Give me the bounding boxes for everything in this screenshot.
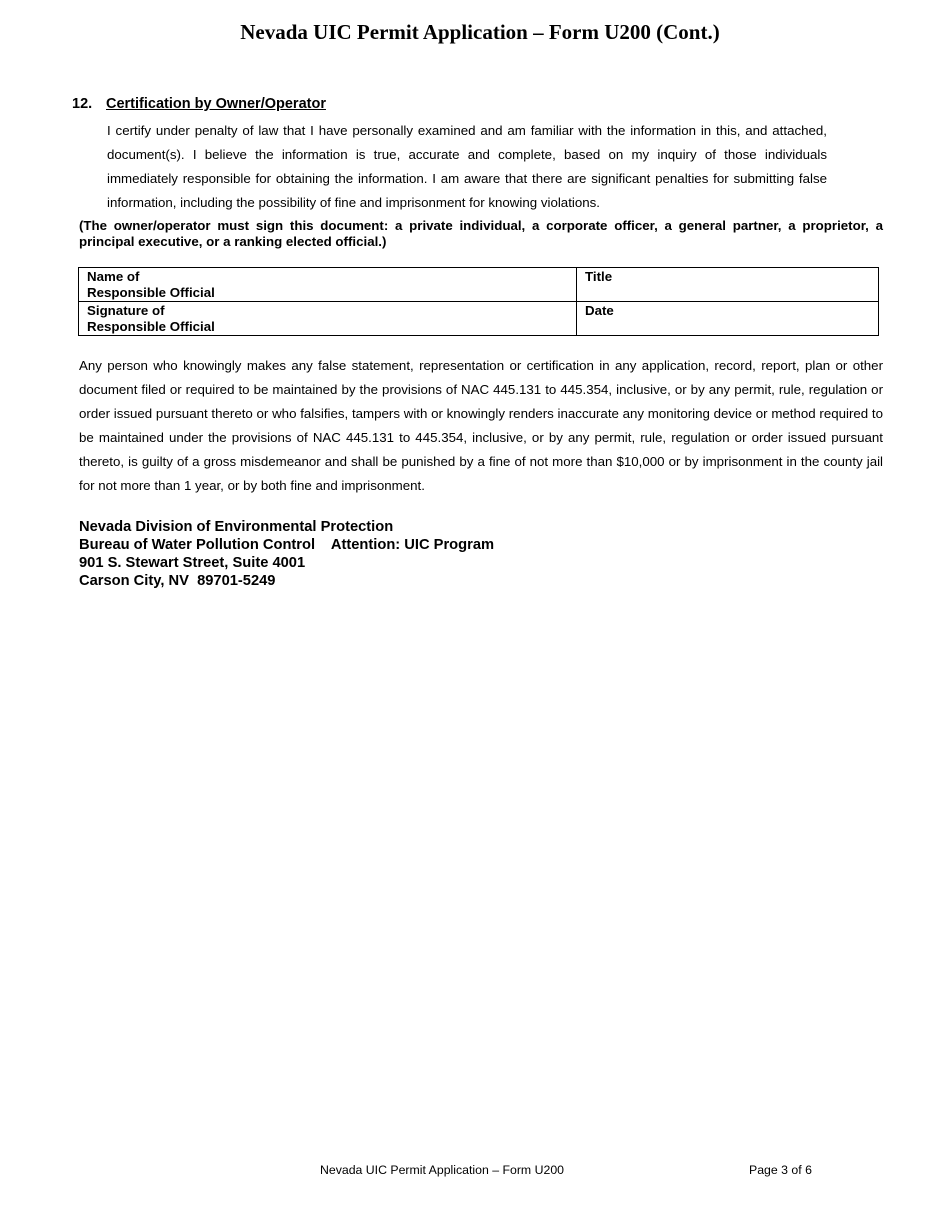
certification-statement: I certify under penalty of law that I have personally examined and am familiar with the information in this, and attached, document(s). I believe the information is true, accurate and complete, based on my inquiry of those individuals immediately responsible for obtaining the information. I am aware that there are significant penalties for submitting false information, including the possibility of fine and imprisonment for knowing violations.: [107, 123, 827, 210]
page-title: Nevada UIC Permit Application – Form U200 (Cont.): [240, 20, 720, 44]
date-field[interactable]: [577, 302, 879, 336]
section-number: 12.: [72, 96, 93, 112]
section-heading: [72, 96, 326, 112]
table-row: [79, 268, 879, 302]
mailing-address: [79, 518, 494, 590]
field-label: Responsible Official: [87, 285, 215, 300]
title-field[interactable]: [577, 268, 879, 302]
field-label: Date: [585, 303, 614, 318]
address-line: Nevada Division of Environmental Protection: [79, 519, 394, 535]
field-label: Title: [585, 269, 613, 284]
address-line: 901 S. Stewart Street, Suite 4001: [79, 555, 306, 571]
section-title: Certification by Owner/Operator: [106, 96, 326, 112]
field-label: Signature of: [87, 303, 165, 318]
table-row: [79, 302, 879, 336]
address-line: Bureau of Water Pollution Control Attention: UIC Program: [79, 537, 495, 553]
name-of-responsible-official-field[interactable]: [79, 268, 577, 302]
field-label: Name of: [87, 269, 140, 284]
field-label: Responsible Official: [87, 319, 215, 334]
signature-table: [78, 267, 879, 336]
footer-page-number: Page 3 of 6: [749, 1163, 812, 1177]
penalty-statement: Any person who knowingly makes any false statement, representation or certification in any application, record, report, plan or other document filed or required to be maintained by the provisions of NAC 445.131 to 445.354, inclusive, or by any permit, rule, regulation or order issued pursuant thereto or who falsifies, tampers with or knowingly renders inaccurate any monitoring device or method required to be maintained under the provisions of NAC 445.131 to 445.354, inclusive, or by any permit, rule, regulation or order issued pursuant thereto, is guilty of a gross misdemeanor and shall be punished by a fine of not more than $10,000 or by imprisonment in the county jail for not more than 1 year, or by both fine and imprisonment.: [79, 358, 883, 493]
address-line: Carson City, NV 89701-5249: [79, 573, 276, 589]
signature-requirement-note: (The owner/operator must sign this document: a private individual, a corporate officer, a general partner, a proprietor, a principal executive, or a ranking elected official.): [79, 218, 883, 249]
footer-form-name: Nevada UIC Permit Application – Form U200: [320, 1163, 564, 1177]
signature-of-responsible-official-field[interactable]: [79, 302, 577, 336]
